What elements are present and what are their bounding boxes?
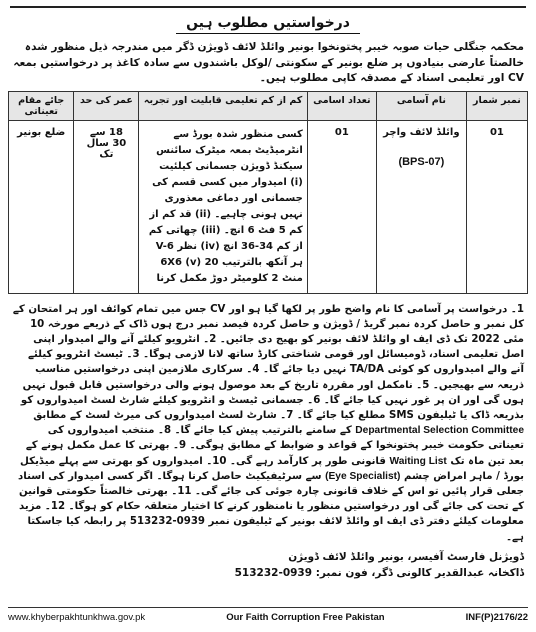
reference-number: INF(P)2176/22 bbox=[465, 611, 528, 623]
signature-address: ڈاکخانہ عبدالقدیر کالونی ڈگر، فون نمبر: 0939-513232 bbox=[234, 566, 524, 579]
posts-table bbox=[8, 91, 528, 294]
signature-office: ڈویژنل فارسٹ آفیسر، بونیر وائلڈ لائف ڈویژن bbox=[288, 550, 524, 563]
header-serial: نمبر شمار bbox=[466, 91, 527, 120]
table-header-row bbox=[9, 91, 528, 120]
conditions-part-1: 1۔ درخواست پر آسامی کا نام واضح طور پر لکھا گیا ہو اور CV جس میں تمام کوائف اور ہر امتحان کے کل نمبر و حاصل کردہ نمبر گریڈ / ڈویژن و حاصل کردہ فیصد نمبر درج ہوں ڈاک کے ذریعے مورخہ 10 مئی 2022 تک ڈی ایف او وائلڈ لائف بونیر کو بھیج دی جائیں۔ 2۔ انٹرویو کیلئے آنے والے امیدوار اپنی اصل تعلیمی اسناد، ڈومیسائل اور قومی شناختی کارڈ ساتھ لانا لازمی ہوگا۔ 3۔ ٹیسٹ انٹرویو کیلئے آنے والے امیدواروں کو کوئی TA/DA نہیں دیا جائے گا۔ 4۔ سرکاری ملازمین اپنی درخواستیں مناسب ذریعہ سے بھیجیں۔ 5۔ نامکمل اور مقررہ تاریخ کے بعد موصول ہونے والی درخواستیں قابل قبول نہیں ہوں گی اور ان پر غور نہیں کیا جائے گا۔ 6۔ جسمانی ٹیسٹ و انٹرویو کیلئے شارٹ لسٹ امیدواروں کو بذریعہ ڈاک یا ٹیلیفون SMS مطلع کیا جائے گا۔ 7۔ شارٹ لسٹ امیدواروں کی میرٹ لسٹ کے مطابق bbox=[12, 303, 524, 421]
eye-specialist-label: (Eye Specialist) bbox=[325, 470, 401, 482]
cell-posting-station: ضلع بونیر bbox=[9, 120, 74, 293]
footer-motto: Our Faith Corruption Free Pakistan bbox=[226, 611, 385, 623]
top-rule bbox=[10, 6, 526, 8]
cell-qualification: کسی منظور شدہ بورڈ سے انٹرمیڈیٹ بمعہ میٹرک سائنس سیکنڈ ڈویژن جسمانی کیلئیت (i) امیدوار میں کسی قسم کی جسمانی اور دماغی معذوری نہیں ہونی چاہیے۔ (ii) قد کم از کم 5 فٹ 6 انچ۔ (iii) چھاتی کم از کم 34-36 انچ (iv) نظر V-6 ہر آنکھ بالترتیب 6X6 (v) 20 منٹ 2 کلومیٹر دوڑ مکمل کرنا bbox=[139, 120, 307, 293]
post-name: وائلڈ لائف واچر bbox=[383, 126, 460, 138]
post-bps: (BPS-07) bbox=[398, 155, 445, 168]
age-line-1: 18 سے bbox=[89, 126, 123, 138]
conditions-part-4: سے سرٹیفیکیٹ حاصل کرنا ہوگا۔ اگر کسی امیدوار کی اسناد جعلی قرار پائیں تو اس کے خلاف قانونی چارہ جوئی کی جائے گی۔ 11۔ بھرتی خالصتاً حکومتی قوانین کے تحت کی جائے گی اور درخواستیں منظور یا نامنظور کرنے کا اختیار متعلقہ حکام کو ہوگا۔ 12۔ مزید معلومات کیلئے دفتر ڈی ایف او وائلڈ لائف بونیر کے ٹیلیفون نمبر 0939-513232 پر رابطہ کیا جاسکتا ہے۔ bbox=[18, 470, 524, 543]
header-post-name: نام آسامی bbox=[376, 91, 466, 120]
selection-committee-label: Departmental Selection Committee bbox=[355, 425, 524, 437]
terms-and-conditions bbox=[12, 302, 524, 545]
conditions-part-2: کے سامنے بالترتیب پیش کیا جائے گا۔ 8۔ منتخب امیدواروں کی تعیناتی حکومت خیبر پختونخوا کے قواعد و ضوابط کے مطابق ہوگی۔ 9۔ بھرتی کا عمل مکمل ہونے کے بعد تین ماہ تک bbox=[25, 425, 524, 467]
cell-serial: 01 bbox=[466, 120, 527, 293]
title-wrap bbox=[8, 12, 528, 34]
intro-paragraph: محکمہ جنگلی حیات صوبہ خیبر پختونخوا بونیر وائلڈ لائف ڈویژن ڈگر میں مندرجہ ذیل منظور شدہ خالصتاً عارضی بنیادوں پر ضلع بونیر کے سکونتی /لوکل باشندوں سے سادہ کاغذ پر درخواستیں بمعہ CV اور تعلیمی اسناد کے مصدقہ کاپی مطلوب ہیں۔ bbox=[13, 41, 524, 84]
cell-post-name bbox=[376, 120, 466, 293]
footer-bar bbox=[8, 607, 528, 626]
table-row bbox=[9, 120, 528, 293]
conditions-part-3: قانونی طور پر کارآمد رہے گی۔ 10۔ امیدواروں کو بھرتی سے پہلے میڈیکل بورڈ / ماہر امراض چشم bbox=[20, 455, 524, 482]
header-posting-station: جائے مقام تعیناتی bbox=[9, 91, 74, 120]
header-qualification: کم از کم تعلیمی قابلیت اور تجربہ bbox=[139, 91, 307, 120]
waiting-list-label: Waiting List bbox=[389, 455, 447, 467]
age-line-2: 30 سال تک bbox=[86, 137, 127, 160]
cell-post-count: 01 bbox=[307, 120, 376, 293]
header-age-limit: عمر کی حد bbox=[74, 91, 139, 120]
header-post-count: تعداد اسامی bbox=[307, 91, 376, 120]
website-link[interactable]: www.khyberpakhtunkhwa.gov.pk bbox=[8, 611, 146, 623]
page-title: درخواستیں مطلوب ہیں bbox=[176, 13, 360, 34]
cell-age-limit bbox=[74, 120, 139, 293]
signature-block bbox=[12, 549, 524, 581]
